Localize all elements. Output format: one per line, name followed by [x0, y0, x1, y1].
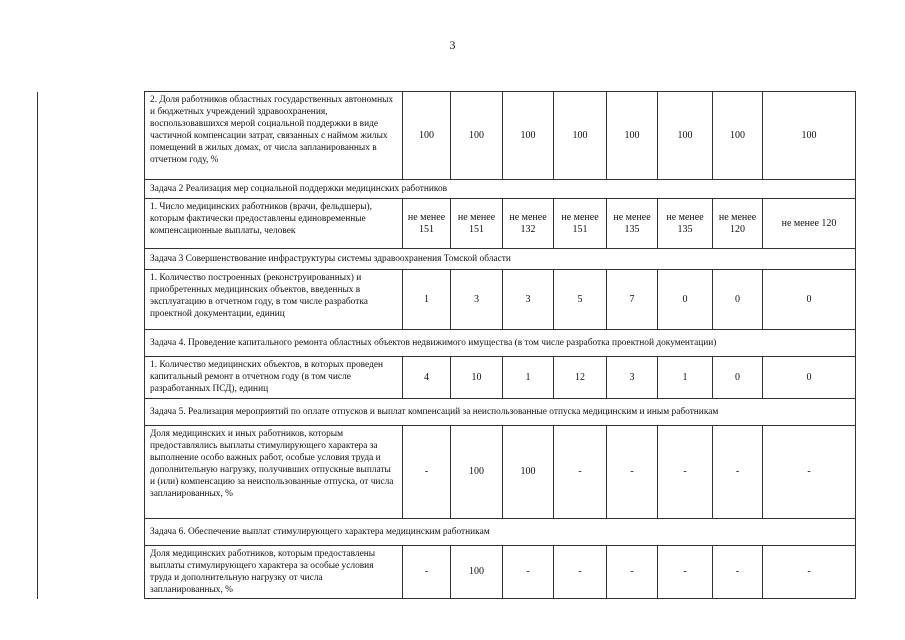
value-cell: 100 — [763, 92, 856, 180]
value-cell: - — [713, 426, 763, 519]
value-cell: - — [607, 546, 658, 599]
value-cell: 7 — [607, 270, 658, 330]
value-cell: - — [403, 426, 451, 519]
value-cell: не менее 120 — [763, 199, 856, 249]
indicator-text: 1. Число медицинских работников (врачи, фельдшеры), которым фактически предоставлены единовременные компенсационные выплаты, человек — [145, 199, 403, 249]
value-cell: не менее 120 — [713, 199, 763, 249]
task-heading: Задача 4. Проведение капитального ремонта областных объектов недвижимого имущества (в том числе разработка проектной документации) — [145, 330, 856, 357]
value-cell: 0 — [763, 357, 856, 399]
value-cell: 1 — [503, 357, 554, 399]
value-cell: 0 — [763, 270, 856, 330]
value-cell: не менее 151 — [451, 199, 503, 249]
value-cell: 4 — [403, 357, 451, 399]
value-cell: 100 — [713, 92, 763, 180]
value-cell: 100 — [607, 92, 658, 180]
value-cell: 100 — [451, 92, 503, 180]
task-row — [38, 519, 856, 546]
value-cell: - — [713, 546, 763, 599]
task-heading: Задача 5. Реализация мероприятий по оплате отпусков и выплат компенсаций за неиспользованные отпуска медицинским и иным работникам — [145, 399, 856, 426]
value-cell: не менее 135 — [607, 199, 658, 249]
task-row — [38, 399, 856, 426]
page-number: 3 — [449, 38, 456, 52]
value-cell: 10 — [451, 357, 503, 399]
value-cell: не менее 135 — [658, 199, 713, 249]
task-heading: Задача 3 Совершенствование инфраструктуры системы здравоохранения Томской области — [145, 249, 856, 270]
value-cell: - — [658, 546, 713, 599]
value-cell: не менее 151 — [554, 199, 607, 249]
indicator-text: 1. Количество медицинских объектов, в которых проведен капитальный ремонт в отчетном году (в том числе разработанных ПСД), единиц — [145, 357, 403, 399]
task-row — [38, 330, 856, 357]
value-cell: 0 — [658, 270, 713, 330]
value-cell: 1 — [403, 270, 451, 330]
value-cell: 1 — [658, 357, 713, 399]
value-cell: не менее 132 — [503, 199, 554, 249]
table-row — [38, 199, 856, 249]
value-cell: - — [403, 546, 451, 599]
value-cell: 100 — [451, 426, 503, 519]
indicator-text: 1. Количество построенных (реконструированных) и приобретенных медицинских объектов, введенных в эксплуатацию в отчетном году, в том числе разработка проектной документации, единиц — [145, 270, 403, 330]
table-row — [38, 270, 856, 330]
value-cell: 12 — [554, 357, 607, 399]
value-cell: - — [607, 426, 658, 519]
value-cell: 0 — [713, 357, 763, 399]
left-empty-column — [38, 92, 145, 599]
task-row — [38, 180, 856, 199]
indicator-text: 2. Доля работников областных государственных автономных и бюджетных учреждений здравоохранения, воспользовавшихся мерой социальной поддержки в виде частичной компенсации затрат, связанных с наймом жилых помещений в жилых домах, от числа запланированных в отчетном году, % — [145, 92, 403, 180]
value-cell: - — [763, 426, 856, 519]
indicators-table — [37, 91, 856, 599]
value-cell: - — [554, 546, 607, 599]
value-cell: 100 — [451, 546, 503, 599]
value-cell: 3 — [451, 270, 503, 330]
table-row — [38, 426, 856, 519]
indicator-text: Доля медицинских и иных работников, которым предоставлялись выплаты стимулирующего характера за выполнение особо важных работ, особые условия труда и дополнительную нагрузку, получивших отпускные выплаты и (или) компенсацию за неиспользованные отпуска, от числа запланированных, % — [145, 426, 403, 519]
task-heading: Задача 2 Реализация мер социальной поддержки медицинских работников — [145, 180, 856, 199]
value-cell: 100 — [403, 92, 451, 180]
value-cell: 3 — [607, 357, 658, 399]
value-cell: - — [503, 546, 554, 599]
table-row — [38, 92, 856, 180]
task-row — [38, 249, 856, 270]
value-cell: 3 — [503, 270, 554, 330]
value-cell: 100 — [503, 92, 554, 180]
value-cell: 100 — [554, 92, 607, 180]
indicator-text: Доля медицинских работников, которым предоставлены выплаты стимулирующего характера за особые условия труда и дополнительную нагрузку от числа запланированных, % — [145, 546, 403, 599]
value-cell: 100 — [658, 92, 713, 180]
value-cell: - — [658, 426, 713, 519]
table-row — [38, 357, 856, 399]
value-cell: 0 — [713, 270, 763, 330]
value-cell: - — [763, 546, 856, 599]
value-cell: 5 — [554, 270, 607, 330]
value-cell: не менее 151 — [403, 199, 451, 249]
table-row — [38, 546, 856, 599]
task-heading: Задача 6. Обеспечение выплат стимулирующего характера медицинским работникам — [145, 519, 856, 546]
value-cell: - — [554, 426, 607, 519]
value-cell: 100 — [503, 426, 554, 519]
